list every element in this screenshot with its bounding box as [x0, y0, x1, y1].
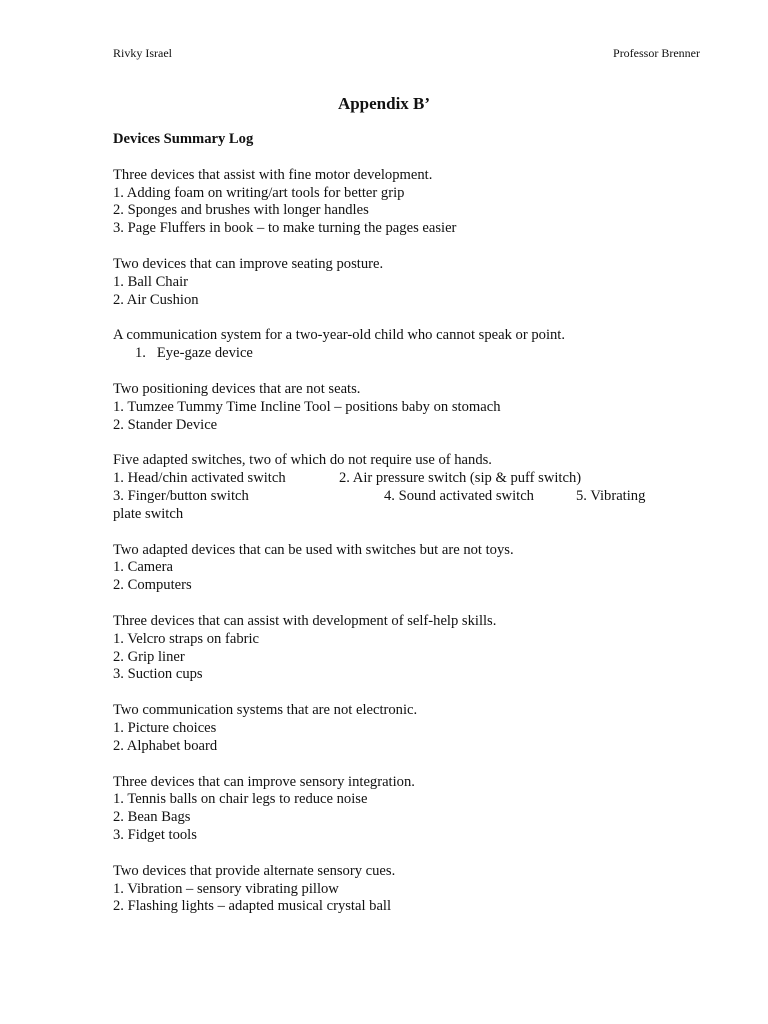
section-heading: Five adapted switches, two of which do not require use of hands. — [113, 452, 492, 469]
list-item: 3. Page Fluffers in book – to make turning the pages easier — [113, 220, 457, 237]
list-item: 2. Computers — [113, 577, 192, 594]
list-item: 1. Tumzee Tummy Time Incline Tool – positions baby on stomach — [113, 398, 501, 415]
section-non-electronic — [113, 702, 673, 755]
document-body — [113, 131, 673, 934]
list-item: 5. Vibrating — [576, 487, 646, 504]
section-heading: Two positioning devices that are not seats. — [113, 380, 361, 397]
list-item: 3. Finger/button switch — [113, 487, 249, 504]
list-item: 4. Sound activated switch — [384, 487, 534, 504]
document-subtitle: Devices Summary Log — [113, 131, 254, 147]
list-item: 2. Air Cushion — [113, 291, 199, 308]
list-item: 2. Flashing lights – adapted musical crystal ball — [113, 898, 392, 915]
list-item: 1. Picture choices — [113, 719, 217, 736]
list-item: 1. Eye-gaze device — [135, 345, 253, 362]
section-heading: Two devices that can improve seating posture. — [113, 255, 384, 272]
section-heading: Two devices that provide alternate sensory cues. — [113, 862, 396, 879]
section-heading: A communication system for a two-year-old child who cannot speak or point. — [113, 327, 566, 344]
list-item: 1. Head/chin activated switch — [113, 470, 286, 487]
switch-row-2 — [113, 488, 673, 506]
list-item: 2. Alphabet board — [113, 737, 218, 754]
list-item: 1. Velcro straps on fabric — [113, 630, 260, 647]
section-heading: Three devices that can assist with development of self-help skills. — [113, 612, 497, 629]
section-heading: Two communication systems that are not electronic. — [113, 702, 418, 719]
section-not-toys — [113, 542, 673, 595]
section-sensory — [113, 774, 673, 845]
list-item: 1. Adding foam on writing/art tools for better grip — [113, 184, 405, 201]
list-item: 2. Air pressure switch (sip & puff switch) — [339, 470, 582, 487]
list-item: 1. Vibration – sensory vibrating pillow — [113, 880, 339, 897]
section-fine-motor — [113, 167, 673, 238]
header-author: Rivky Israel — [113, 46, 172, 60]
list-item: 1. Tennis balls on chair legs to reduce noise — [113, 791, 368, 808]
list-item: 1. Ball Chair — [113, 273, 188, 290]
section-heading: Three devices that can improve sensory integration. — [113, 773, 415, 790]
section-seating — [113, 256, 673, 309]
section-heading: Three devices that assist with fine motor development. — [113, 166, 433, 183]
list-item: 2. Sponges and brushes with longer handles — [113, 202, 369, 219]
section-self-help — [113, 613, 673, 684]
list-item: 2. Bean Bags — [113, 809, 191, 826]
list-item-continuation: plate switch — [113, 505, 184, 522]
list-item: 1. Camera — [113, 559, 173, 576]
list-item: 2. Stander Device — [113, 416, 218, 433]
switch-row-1 — [113, 470, 673, 488]
section-alternate-cues — [113, 863, 673, 916]
section-heading: Two adapted devices that can be used with switches but are not toys. — [113, 541, 514, 558]
list-item: 3. Fidget tools — [113, 826, 197, 843]
list-item: 3. Suction cups — [113, 666, 203, 683]
list-item: 2. Grip liner — [113, 648, 185, 665]
section-positioning — [113, 381, 673, 434]
header-professor: Professor Brenner — [613, 46, 700, 60]
section-switches — [113, 452, 673, 523]
section-communication-child — [113, 327, 673, 363]
page-title: Appendix B’ — [337, 94, 431, 113]
